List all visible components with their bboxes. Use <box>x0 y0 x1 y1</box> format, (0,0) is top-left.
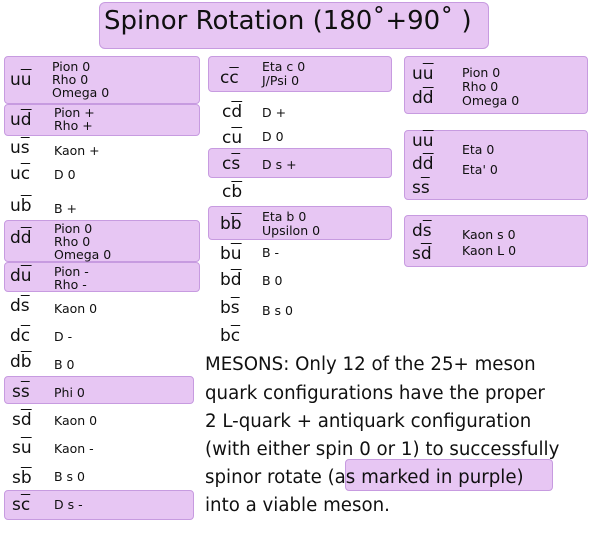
meson-name: D s - <box>54 497 83 512</box>
meson-name: B 0 <box>54 357 75 372</box>
meson-name: B 0 <box>262 273 283 288</box>
meson-name: B + <box>54 201 78 216</box>
quark: s <box>412 244 421 264</box>
quark-pair <box>10 326 30 346</box>
highlight-sc <box>4 490 194 520</box>
antiquark: $\overline{d}$ <box>20 110 32 130</box>
quark-pair <box>412 154 434 174</box>
antiquark: $\overline{d}$ <box>422 154 434 174</box>
quark: s <box>12 438 21 458</box>
meson-name: Rho + <box>54 118 93 133</box>
meson-name: Kaon 0 <box>54 301 98 316</box>
quark: b <box>220 326 231 346</box>
antiquark: $\overline{s}$ <box>20 296 30 316</box>
antiquark: $\overline{d}$ <box>20 410 32 430</box>
quark-pair <box>220 68 239 88</box>
meson-name: B s 0 <box>54 469 85 484</box>
paragraph-line: spinor rotate (as marked in purple) <box>205 467 524 488</box>
quark-pair <box>220 244 242 264</box>
diagram-title: Spinor Rotation (180˚+90˚ ) <box>104 6 472 36</box>
quark: b <box>220 244 231 264</box>
meson-name: Rho 0 <box>462 79 499 94</box>
quark-pair <box>220 326 240 346</box>
quark-pair <box>220 270 242 290</box>
quark: d <box>412 154 423 174</box>
antiquark: $\overline{d}$ <box>420 244 432 264</box>
quark-pair <box>220 298 240 318</box>
quark-pair <box>412 131 434 151</box>
quark-pair <box>412 88 434 108</box>
quark-pair <box>10 138 30 158</box>
meson-name: Omega 0 <box>462 93 520 108</box>
meson-name: Kaon s 0 <box>462 227 516 242</box>
antiquark: $\overline{s}$ <box>422 221 432 241</box>
antiquark: $\overline{d}$ <box>231 102 243 122</box>
quark-pair <box>12 468 32 488</box>
quark-pair <box>10 110 32 130</box>
quark-pair <box>10 266 32 286</box>
paragraph-line: quark configurations have the proper <box>205 383 545 404</box>
quark: d <box>10 326 21 346</box>
quark-pair <box>10 164 30 184</box>
paragraph-line: (with either spin 0 or 1) to successfully <box>205 439 560 460</box>
quark-pair <box>222 182 242 202</box>
quark-pair <box>12 495 30 515</box>
quark: s <box>12 468 21 488</box>
quark: s <box>412 178 421 198</box>
quark-pair <box>222 128 242 148</box>
meson-name: Pion 0 <box>54 221 93 236</box>
antiquark: $\overline{c}$ <box>20 326 31 346</box>
meson-name: B s 0 <box>262 303 293 318</box>
quark-pair <box>10 228 32 248</box>
antiquark: $\overline{c}$ <box>230 326 241 346</box>
antiquark: $\overline{b}$ <box>20 468 32 488</box>
meson-name: Pion - <box>54 264 89 279</box>
quark: c <box>222 154 232 174</box>
paragraph-line: 2 L-quark + antiquark configuration <box>205 411 532 432</box>
antiquark: $\overline{s}$ <box>20 138 30 158</box>
meson-name: Kaon L 0 <box>462 243 517 258</box>
quark: u <box>10 70 21 90</box>
quark-pair <box>10 70 32 90</box>
antiquark: $\overline{u}$ <box>422 64 434 84</box>
meson-name: J/Psi 0 <box>262 73 300 88</box>
quark: d <box>10 352 21 372</box>
meson-name: Eta b 0 <box>262 209 307 224</box>
meson-name: Upsilon 0 <box>262 223 321 238</box>
quark: b <box>220 298 231 318</box>
paragraph-line: into a viable meson. <box>205 495 390 516</box>
quark-pair <box>222 154 240 174</box>
meson-name: Kaon 0 <box>54 413 98 428</box>
quark: u <box>412 131 423 151</box>
quark-pair <box>10 296 30 316</box>
meson-name: Omega 0 <box>52 85 110 100</box>
meson-name: B - <box>262 245 280 260</box>
antiquark: $\overline{d}$ <box>422 88 434 108</box>
quark-pair <box>412 64 434 84</box>
quark-pair <box>220 214 242 234</box>
quark: s <box>12 410 21 430</box>
quark: u <box>10 110 21 130</box>
antiquark: $\overline{u}$ <box>20 438 32 458</box>
paragraph-line: MESONS: Only 12 of the 25+ meson <box>205 354 536 375</box>
quark: b <box>220 214 231 234</box>
meson-name: Rho 0 <box>52 72 89 87</box>
antiquark: $\overline{s}$ <box>231 154 241 174</box>
antiquark: $\overline{u}$ <box>422 131 434 151</box>
quark: c <box>222 128 232 148</box>
meson-name: D 0 <box>262 129 284 144</box>
antiquark: $\overline{s}$ <box>230 298 240 318</box>
meson-name: Omega 0 <box>54 247 112 262</box>
meson-name: D s + <box>262 157 297 172</box>
meson-name: Eta' 0 <box>462 162 498 177</box>
quark-pair <box>12 438 32 458</box>
antiquark: $\overline{u}$ <box>230 244 242 264</box>
antiquark: $\overline{d}$ <box>230 270 242 290</box>
quark: b <box>220 270 231 290</box>
meson-name: D 0 <box>54 167 76 182</box>
quark-pair <box>12 410 32 430</box>
quark: c <box>222 102 232 122</box>
antiquark: $\overline{s}$ <box>20 382 30 402</box>
antiquark: $\overline{c}$ <box>20 495 31 515</box>
antiquark: $\overline{s}$ <box>420 178 430 198</box>
highlight-du <box>4 262 200 292</box>
antiquark: $\overline{u}$ <box>231 128 243 148</box>
antiquark: $\overline{b}$ <box>230 214 242 234</box>
quark-pair <box>10 352 32 372</box>
quark: u <box>10 196 21 216</box>
antiquark: $\overline{u}$ <box>20 266 32 286</box>
meson-name: D - <box>54 329 73 344</box>
meson-name: Eta c 0 <box>262 59 306 74</box>
quark: d <box>10 228 21 248</box>
quark: s <box>12 382 21 402</box>
quark: u <box>10 164 21 184</box>
quark: u <box>412 64 423 84</box>
highlight-ss <box>4 376 194 404</box>
quark: d <box>412 221 423 241</box>
meson-name: Rho 0 <box>54 234 91 249</box>
meson-name: Pion + <box>54 105 95 120</box>
meson-name: Kaon + <box>54 143 100 158</box>
antiquark: $\overline{u}$ <box>20 70 32 90</box>
meson-name: Kaon - <box>54 441 94 456</box>
highlight-ud <box>4 104 200 136</box>
quark-pair <box>412 178 430 198</box>
antiquark: $\overline{c}$ <box>229 68 239 88</box>
quark: d <box>10 296 21 316</box>
quark-pair <box>12 382 30 402</box>
quark: d <box>10 266 21 286</box>
quark: c <box>222 182 232 202</box>
quark: s <box>12 495 21 515</box>
quark-pair <box>412 244 432 264</box>
quark: c <box>220 68 230 88</box>
quark-pair <box>412 221 432 241</box>
meson-name: Eta 0 <box>462 142 495 157</box>
meson-name: Pion 0 <box>52 59 91 74</box>
meson-name: Phi 0 <box>54 385 85 400</box>
quark: u <box>10 138 21 158</box>
quark-pair <box>10 196 32 216</box>
antiquark: $\overline{b}$ <box>20 352 32 372</box>
antiquark: $\overline{c}$ <box>20 164 31 184</box>
meson-name: Rho - <box>54 277 87 292</box>
antiquark: $\overline{b}$ <box>231 182 243 202</box>
quark: d <box>412 88 423 108</box>
antiquark: $\overline{d}$ <box>20 228 32 248</box>
antiquark: $\overline{b}$ <box>20 196 32 216</box>
meson-name: D + <box>262 105 287 120</box>
quark-pair <box>222 102 242 122</box>
meson-name: Pion 0 <box>462 65 501 80</box>
